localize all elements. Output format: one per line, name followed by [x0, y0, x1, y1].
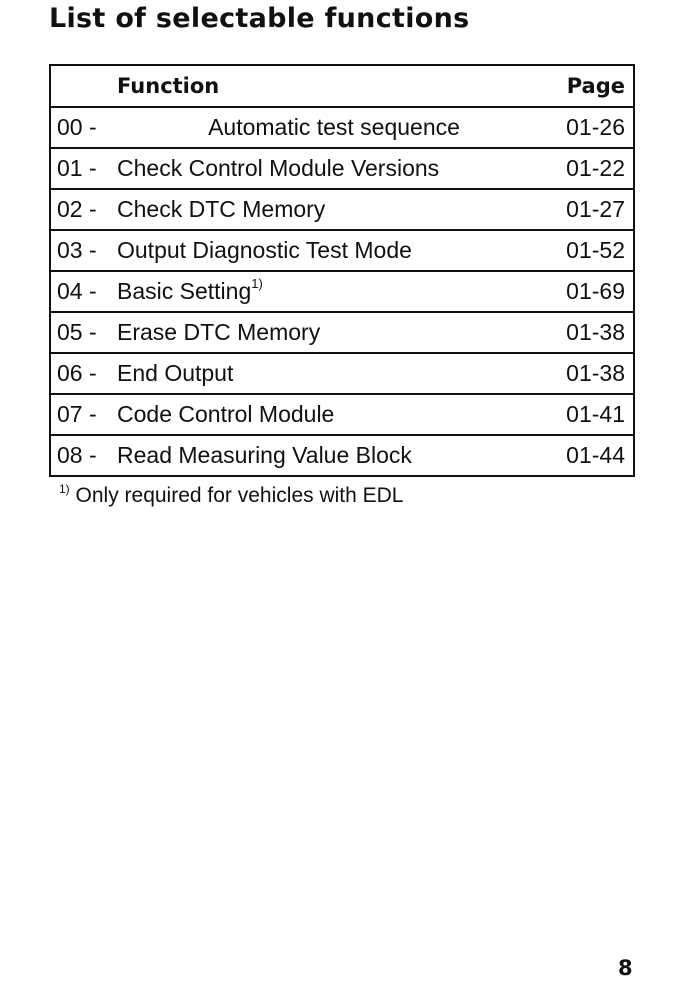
function-number: 03 -: [57, 237, 97, 263]
function-name: Code Control Module: [117, 401, 335, 427]
page-reference: 01-44: [566, 442, 625, 468]
function-name: Output Diagnostic Test Mode: [117, 237, 412, 263]
page-reference: 01-38: [566, 319, 625, 345]
function-name-cell: [117, 319, 551, 346]
function-name-cell: [117, 155, 551, 182]
page-title: List of selectable functions: [49, 3, 470, 34]
function-name: Automatic test sequence: [208, 114, 460, 140]
function-name-cell: [117, 442, 551, 469]
function-name-cell: [117, 278, 551, 305]
functions-table: [49, 64, 635, 477]
page-reference: 01-69: [566, 278, 625, 304]
header-function: Function: [117, 74, 220, 98]
function-name: Erase DTC Memory: [117, 319, 321, 345]
table-row: [51, 147, 633, 188]
function-number: 02 -: [57, 196, 97, 222]
function-name: End Output: [117, 360, 234, 386]
function-name-cell: [117, 360, 551, 387]
function-number: 06 -: [57, 360, 97, 386]
table-row: [51, 229, 633, 270]
footnote-text: Only required for vehicles with EDL: [75, 484, 404, 507]
function-name: Check DTC Memory: [117, 196, 326, 222]
function-number: 04 -: [57, 278, 97, 304]
page-number: 8: [618, 956, 633, 980]
function-name-cell: [117, 237, 551, 264]
table-row: [51, 270, 633, 311]
function-number: 08 -: [57, 442, 97, 468]
header-page: Page: [566, 74, 625, 98]
table-row: [51, 188, 633, 229]
table-row: [51, 352, 633, 393]
function-number: 00 -: [57, 114, 97, 140]
table-row: [51, 106, 633, 147]
function-name: Check Control Module Versions: [117, 155, 440, 181]
table-row: [51, 311, 633, 352]
footnote: [59, 484, 404, 508]
function-name: Basic Setting: [117, 278, 252, 304]
footnote-marker: 1): [59, 482, 70, 496]
function-name: Read Measuring Value Block: [117, 442, 412, 468]
function-number: 07 -: [57, 401, 97, 427]
page-reference: 01-22: [566, 155, 625, 181]
page-reference: 01-26: [566, 114, 625, 140]
function-name-cell: [117, 401, 551, 428]
function-number: 05 -: [57, 319, 97, 345]
function-name-cell: [117, 196, 551, 223]
table-header-row: [51, 66, 633, 106]
footnote-reference: 1): [251, 276, 263, 291]
page-reference: 01-41: [566, 401, 625, 427]
table-row: [51, 393, 633, 434]
page-reference: 01-27: [566, 196, 625, 222]
function-number: 01 -: [57, 155, 97, 181]
function-name-cell: [117, 114, 551, 141]
page-reference: 01-52: [566, 237, 625, 263]
table-row: [51, 434, 633, 475]
page-reference: 01-38: [566, 360, 625, 386]
